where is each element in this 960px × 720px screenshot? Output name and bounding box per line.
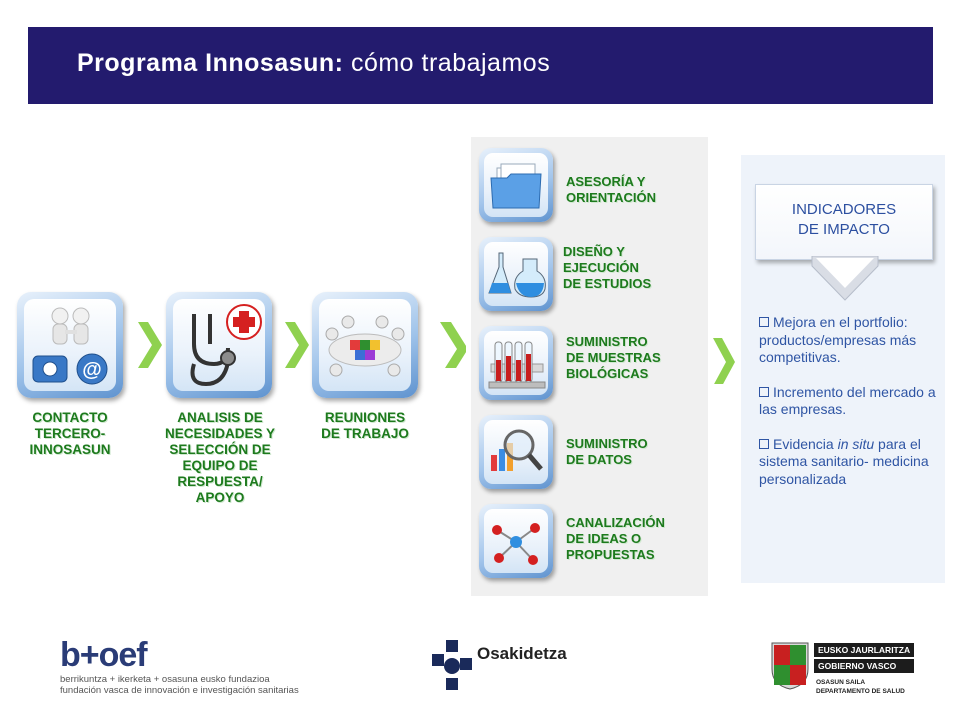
service-tile-samples <box>479 326 553 400</box>
contact-tile <box>17 292 123 398</box>
impact-title-box <box>755 184 933 260</box>
bioef-logo: b+oef berrikuntza + ikerketa + osasuna eusko fundazioa fundación vasca de innovación e investigación sanitarias <box>60 636 299 696</box>
arrow-right-icon <box>440 322 466 368</box>
impact-item: Mejora en el portfolio: productos/empresas más competitivas. <box>759 314 917 365</box>
checkbox-bullet-icon <box>759 387 769 397</box>
service-label-data: SUMINISTRO DE DATOS <box>566 436 648 467</box>
folder-icon <box>479 148 553 222</box>
page-title: Programa Innosasun: cómo trabajamos <box>77 49 551 77</box>
service-label-design: DISEÑO Y EJECUCIÓN DE ESTUDIOS <box>563 244 652 291</box>
test-tubes-icon <box>479 326 553 400</box>
service-label-samples: SUMINISTRO DE MUESTRAS BIOLÓGICAS <box>566 334 661 381</box>
stethoscope-icon <box>166 292 272 398</box>
service-tile-ideas <box>479 504 553 578</box>
arrow-down-icon <box>810 256 880 302</box>
step-label-contact: CONTACTO TERCERO- INNOSASUN <box>29 410 111 457</box>
arrow-right-icon <box>138 322 164 368</box>
title-banner <box>28 27 933 104</box>
osakidetza-logo: Osakidetza <box>432 640 572 692</box>
phone-email-icon <box>17 292 123 398</box>
meeting-puzzle-icon <box>312 292 418 398</box>
molecule-icon <box>479 504 553 578</box>
service-label-advice: ASESORÍA Y ORIENTACIÓN <box>566 174 657 205</box>
impact-item: Incremento del mercado a las empresas. <box>759 383 936 417</box>
osakidetza-symbol-icon <box>432 640 474 692</box>
service-tile-advice <box>479 148 553 222</box>
arrow-right-icon <box>713 338 739 384</box>
magnifier-chart-icon <box>479 415 553 489</box>
service-tile-data <box>479 415 553 489</box>
impact-list <box>759 314 939 505</box>
service-tile-design <box>479 237 553 311</box>
service-label-ideas: CANALIZACIÓN DE IDEAS O PROPUESTAS <box>566 515 665 562</box>
step-label-meetings: REUNIONES DE TRABAJO <box>321 410 409 441</box>
stethoscope-tile <box>166 292 272 398</box>
coat-of-arms-icon <box>768 635 812 691</box>
impact-item: Evidencia in situ para el sistema sanitario- medicina personalizada <box>759 435 929 487</box>
meeting-tile <box>312 292 418 398</box>
checkbox-bullet-icon <box>759 317 769 327</box>
arrow-right-icon <box>285 322 311 368</box>
flask-icon <box>479 237 553 311</box>
impact-title: INDICADORES DE IMPACTO <box>791 201 897 238</box>
svg-text:@: @ <box>82 359 102 381</box>
step-label-analysis: ANALISIS DE NECESIDADES Y SELECCIÓN DE EQUIPO DE RESPUESTA/ APOYO <box>164 410 276 505</box>
checkbox-bullet-icon <box>759 439 769 449</box>
gobierno-vasco-logo: EUSKO JAURLARITZA GOBIERNO VASCO OSASUN SAILA DEPARTAMENTO DE SALUD <box>768 633 928 703</box>
